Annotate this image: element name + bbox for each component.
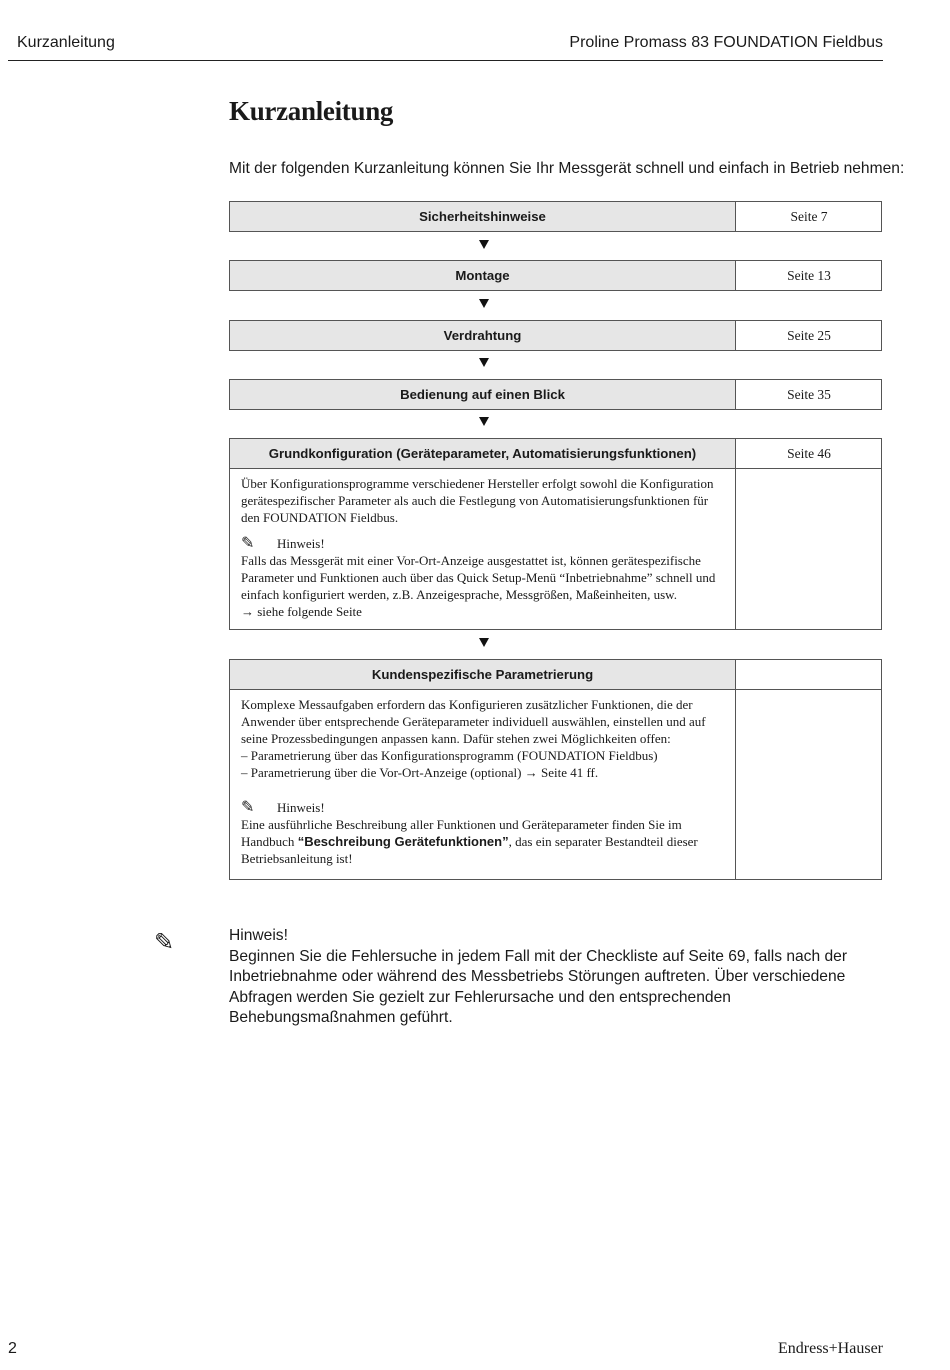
- step-page-ref: Seite 25: [787, 327, 831, 343]
- bottom-note: [229, 926, 889, 1029]
- down-arrow-icon: [477, 298, 491, 310]
- note-text: Beginnen Sie die Fehlersuche in jedem Fall mit der Checkliste auf Seite 69, falls nach der Inbetriebnahme oder während des Messbetriebs Störungen auftreten. Über verschiedene Abfragen werden Sie gezielt zur Fehlerursache und den entsprechenden Behebungsmaßnahmen geführt.: [229, 947, 848, 1026]
- step-safety: [229, 201, 882, 232]
- page-header: [8, 26, 883, 61]
- step-basic-configuration: [229, 438, 882, 630]
- pencil-icon: ✎: [241, 535, 255, 552]
- step-wiring: [229, 320, 882, 351]
- step-page-ref: Seite 46: [787, 445, 831, 461]
- empty-cell: [736, 468, 882, 629]
- header-document-title: Proline Promass 83 FOUNDATION Fieldbus: [569, 34, 883, 51]
- step-title: Kundenspezifische Parametrierung: [230, 660, 736, 689]
- page-number: 2: [8, 1340, 17, 1357]
- step-page-ref: Seite 35: [787, 386, 831, 402]
- note-heading: [241, 535, 724, 552]
- note-link: → siehe folgende Seite: [241, 604, 362, 619]
- note-text: [241, 816, 724, 867]
- step-mounting: [229, 260, 882, 291]
- step-title: Montage: [230, 261, 736, 290]
- intro-text: Mit der folgenden Kurzanleitung können Sie Ihr Messgerät schnell und einfach in Betrieb nehmen:: [229, 160, 905, 177]
- manual-reference: “Beschreibung Gerätefunktionen”: [297, 834, 509, 849]
- brand-logo: Endress+Hauser: [778, 1340, 883, 1357]
- step-title: Sicherheitshinweise: [230, 202, 736, 231]
- down-arrow-icon: [477, 239, 491, 251]
- note-heading: [241, 799, 724, 816]
- down-arrow-icon: [477, 637, 491, 649]
- step-description: [230, 689, 736, 879]
- note-label: Hinweis!: [229, 927, 288, 944]
- down-arrow-icon: [477, 357, 491, 369]
- note-label: Hinweis!: [277, 536, 325, 551]
- page-title: Kurzanleitung: [229, 96, 394, 126]
- step-title: Bedienung auf einen Blick: [230, 380, 736, 409]
- note-label: Hinweis!: [277, 800, 325, 815]
- step-description: [230, 468, 736, 629]
- note-text-post: , das ein separater Bestandteil dieser Betriebsanleitung ist!: [241, 834, 698, 866]
- step-page-ref: [736, 660, 882, 689]
- step-title: Grundkonfiguration (Geräteparameter, Automatisierungsfunktionen): [230, 439, 736, 468]
- step-page-ref: Seite 13: [787, 267, 831, 283]
- header-section-title: Kurzanleitung: [17, 34, 115, 51]
- bullet-item: – Parametrierung über das Konfigurationsprogramm (FOUNDATION Fieldbus): [241, 748, 658, 763]
- step-title: Verdrahtung: [230, 321, 736, 350]
- bullet-item: – Parametrierung über die Vor-Ort-Anzeige (optional) → Seite 41 ff.: [241, 765, 599, 780]
- step-text: Über Konfigurationsprogramme verschiedener Hersteller erfolgt sowohl die Konfiguration gerätespezifischer Parameter als auch die Festlegung von Automatisierungsfunktionen für den FOUNDATION Fieldbus.: [241, 476, 714, 525]
- down-arrow-icon: [477, 416, 491, 428]
- note-text-pre: Eine ausführliche Beschreibung aller Funktionen und Geräteparameter finden Sie im Handbuch: [241, 817, 682, 849]
- step-custom-parametrization: [229, 659, 882, 880]
- pencil-icon: ✎: [241, 799, 255, 816]
- step-page-ref: Seite 7: [790, 208, 828, 224]
- pencil-icon: ✎: [154, 929, 175, 956]
- step-text: Komplexe Messaufgaben erfordern das Konfigurieren zusätzlicher Funktionen, die der Anwender über entsprechende Geräteparameter individuell auswählen, einstellen und auf seine Prozessbedingungen anpassen kann. Dafür stehen zwei Möglichkeiten offen:: [241, 697, 706, 746]
- empty-cell: [736, 689, 882, 879]
- step-operation: [229, 379, 882, 410]
- note-text: Falls das Messgerät mit einer Vor-Ort-Anzeige ausgestattet ist, können gerätespezifische Parameter und Funktionen auch über das Quick Setup-Menü “Inbetriebnahme” schnell und einfach konfiguriert werden, z.B. Anzeigesprache, Messgrößen, Maßeinheiten, usw.: [241, 553, 716, 602]
